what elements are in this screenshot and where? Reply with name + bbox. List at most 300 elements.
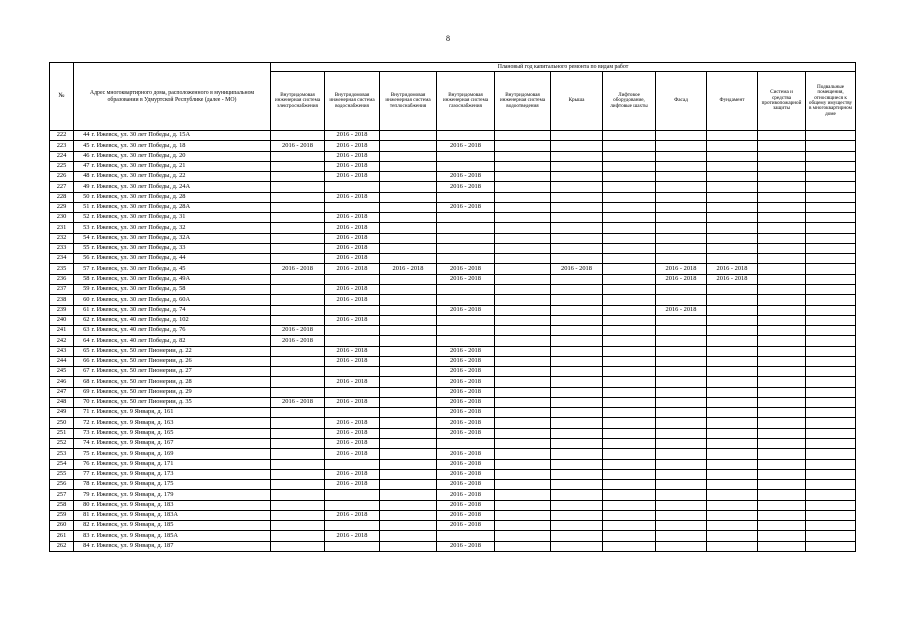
work-year-cell — [707, 418, 758, 428]
work-year-cell — [656, 233, 707, 243]
work-year-cell — [271, 182, 325, 192]
work-year-cell — [707, 202, 758, 212]
work-year-cell — [495, 346, 551, 356]
work-year-cell — [603, 336, 656, 346]
work-year-cell — [380, 161, 437, 171]
work-year-cell — [656, 295, 707, 305]
work-year-cell — [758, 243, 806, 253]
work-year-cell — [707, 336, 758, 346]
mo-row-number: 72 — [74, 418, 91, 428]
row-number: 259 — [50, 510, 74, 520]
work-year-cell — [758, 377, 806, 387]
row-number: 236 — [50, 274, 74, 284]
work-year-cell — [325, 305, 380, 315]
table-row — [50, 336, 856, 346]
row-number: 248 — [50, 397, 74, 407]
work-year-cell — [325, 274, 380, 284]
work-year-cell — [656, 480, 707, 490]
work-year-cell — [656, 510, 707, 520]
work-year-cell — [603, 500, 656, 510]
work-year-cell — [758, 490, 806, 500]
work-year-cell: 2016 - 2018 — [325, 469, 380, 479]
work-year-cell — [437, 223, 495, 233]
work-year-cell — [603, 480, 656, 490]
row-number: 254 — [50, 459, 74, 469]
work-year-cell: 2016 - 2018 — [437, 202, 495, 212]
row-number: 255 — [50, 469, 74, 479]
mo-row-number: 81 — [74, 510, 91, 520]
work-year-cell: 2016 - 2018 — [325, 213, 380, 223]
address-cell: г. Ижевск, ул. 30 лет Победы, д. 18 — [91, 141, 271, 151]
mo-row-number: 56 — [74, 254, 91, 264]
work-year-cell: 2016 - 2018 — [437, 377, 495, 387]
table-row — [50, 326, 856, 336]
mo-row-number: 84 — [74, 541, 91, 551]
work-year-cell — [758, 131, 806, 141]
work-year-cell — [758, 254, 806, 264]
work-year-cell — [495, 151, 551, 161]
work-year-cell — [656, 315, 707, 325]
work-year-cell — [271, 418, 325, 428]
work-year-cell — [271, 377, 325, 387]
work-year-cell — [603, 254, 656, 264]
work-year-cell — [271, 305, 325, 315]
work-year-cell — [603, 315, 656, 325]
work-year-cell: 2016 - 2018 — [325, 172, 380, 182]
column-header-number: № — [50, 63, 74, 131]
work-year-cell: 2016 - 2018 — [437, 480, 495, 490]
work-year-cell: 2016 - 2018 — [325, 264, 380, 274]
mo-row-number: 53 — [74, 223, 91, 233]
work-year-cell — [707, 510, 758, 520]
row-number: 234 — [50, 254, 74, 264]
work-year-cell — [806, 243, 856, 253]
work-year-cell — [325, 326, 380, 336]
work-year-cell — [551, 500, 603, 510]
work-year-cell — [495, 449, 551, 459]
row-number: 262 — [50, 541, 74, 551]
work-year-cell: 2016 - 2018 — [437, 521, 495, 531]
work-year-cell — [271, 490, 325, 500]
row-number: 260 — [50, 521, 74, 531]
address-cell: г. Ижевск, ул. 30 лет Победы, д. 15А — [91, 131, 271, 141]
table-row — [50, 192, 856, 202]
row-number: 230 — [50, 213, 74, 223]
work-year-cell — [758, 326, 806, 336]
work-year-cell — [495, 428, 551, 438]
address-cell: г. Ижевск, ул. 9 Января, д. 185А — [91, 531, 271, 541]
work-year-cell — [806, 377, 856, 387]
mo-row-number: 75 — [74, 449, 91, 459]
work-year-cell — [707, 305, 758, 315]
work-year-cell — [806, 367, 856, 377]
work-year-cell — [707, 428, 758, 438]
work-year-cell: 2016 - 2018 — [325, 131, 380, 141]
mo-row-number: 52 — [74, 213, 91, 223]
work-year-cell — [707, 541, 758, 551]
row-number: 240 — [50, 315, 74, 325]
work-year-cell — [603, 469, 656, 479]
address-cell: г. Ижевск, ул. 9 Января, д. 167 — [91, 438, 271, 448]
work-year-cell — [380, 233, 437, 243]
work-year-cell: 2016 - 2018 — [656, 264, 707, 274]
address-cell: г. Ижевск, ул. 50 лет Пионерии, д. 35 — [91, 397, 271, 407]
mo-row-number: 73 — [74, 428, 91, 438]
row-number: 243 — [50, 346, 74, 356]
work-year-cell — [806, 387, 856, 397]
work-year-cell — [495, 305, 551, 315]
work-year-cell: 2016 - 2018 — [325, 315, 380, 325]
work-year-cell — [758, 510, 806, 520]
work-year-cell — [380, 387, 437, 397]
mo-row-number: 83 — [74, 531, 91, 541]
table-row — [50, 284, 856, 294]
address-cell: г. Ижевск, ул. 40 лет Победы, д. 82 — [91, 336, 271, 346]
work-year-cell: 2016 - 2018 — [437, 428, 495, 438]
work-year-cell — [806, 192, 856, 202]
table-row — [50, 459, 856, 469]
work-year-cell: 2016 - 2018 — [325, 243, 380, 253]
work-year-cell — [707, 315, 758, 325]
work-year-cell — [758, 295, 806, 305]
work-year-cell — [271, 295, 325, 305]
capital-repair-table — [49, 62, 856, 552]
work-year-cell — [551, 223, 603, 233]
work-year-cell — [325, 408, 380, 418]
work-year-cell: 2016 - 2018 — [325, 418, 380, 428]
work-year-cell: 2016 - 2018 — [656, 305, 707, 315]
work-year-cell — [603, 223, 656, 233]
work-year-cell — [380, 326, 437, 336]
work-year-cell — [551, 182, 603, 192]
work-year-cell — [551, 202, 603, 212]
work-year-cell — [707, 161, 758, 171]
work-year-cell — [551, 243, 603, 253]
work-year-cell — [551, 480, 603, 490]
work-year-cell: 2016 - 2018 — [437, 305, 495, 315]
row-number: 250 — [50, 418, 74, 428]
address-cell: г. Ижевск, ул. 9 Января, д. 183А — [91, 510, 271, 520]
table-row — [50, 510, 856, 520]
work-year-cell — [380, 295, 437, 305]
work-year-cell — [758, 223, 806, 233]
mo-row-number: 57 — [74, 264, 91, 274]
work-year-cell: 2016 - 2018 — [271, 326, 325, 336]
work-year-cell — [603, 264, 656, 274]
work-year-cell — [656, 490, 707, 500]
work-year-cell — [437, 531, 495, 541]
mo-row-number: 65 — [74, 346, 91, 356]
address-cell: г. Ижевск, ул. 30 лет Победы, д. 58 — [91, 284, 271, 294]
work-year-cell — [271, 284, 325, 294]
work-year-cell: 2016 - 2018 — [325, 141, 380, 151]
work-year-cell — [758, 346, 806, 356]
work-year-cell: 2016 - 2018 — [437, 500, 495, 510]
work-year-cell — [551, 521, 603, 531]
work-year-cell — [707, 459, 758, 469]
column-header-address: Адрес многоквартирного дома, расположенного в муниципальном образовании в Удмуртской Республике (далее - МО) — [74, 63, 271, 131]
work-year-cell — [656, 438, 707, 448]
work-year-cell: 2016 - 2018 — [707, 264, 758, 274]
work-year-cell — [271, 521, 325, 531]
column-header-water: Внутридомовая инженерная система водоснабжения — [325, 72, 380, 131]
work-year-cell — [603, 438, 656, 448]
column-header-sewage: Внутридомовая инженерная система водоотведения — [495, 72, 551, 131]
work-year-cell — [380, 449, 437, 459]
row-number: 256 — [50, 480, 74, 490]
work-year-cell — [271, 346, 325, 356]
work-year-cell — [656, 408, 707, 418]
work-year-cell — [707, 151, 758, 161]
work-year-cell — [380, 418, 437, 428]
column-header-electric: Внутридомовая инженерная система электроснабжения — [271, 72, 325, 131]
work-year-cell — [707, 367, 758, 377]
work-year-cell — [380, 131, 437, 141]
work-year-cell — [603, 243, 656, 253]
work-year-cell — [551, 346, 603, 356]
mo-row-number: 61 — [74, 305, 91, 315]
work-year-cell — [707, 356, 758, 366]
address-cell: г. Ижевск, ул. 50 лет Пионерии, д. 28 — [91, 377, 271, 387]
work-year-cell — [551, 141, 603, 151]
work-year-cell — [380, 172, 437, 182]
work-year-cell — [495, 233, 551, 243]
work-year-cell — [656, 326, 707, 336]
work-year-cell — [758, 531, 806, 541]
work-year-cell — [806, 284, 856, 294]
mo-row-number: 63 — [74, 326, 91, 336]
work-year-cell — [656, 202, 707, 212]
address-cell: г. Ижевск, ул. 30 лет Победы, д. 44 — [91, 254, 271, 264]
work-year-cell — [603, 213, 656, 223]
work-year-cell — [495, 438, 551, 448]
work-year-cell — [495, 418, 551, 428]
work-year-cell — [380, 397, 437, 407]
work-year-cell — [806, 151, 856, 161]
work-year-cell — [325, 490, 380, 500]
column-header-roof: Крыша — [551, 72, 603, 131]
work-year-cell — [380, 531, 437, 541]
mo-row-number: 46 — [74, 151, 91, 161]
work-year-cell: 2016 - 2018 — [707, 274, 758, 284]
work-year-cell — [271, 233, 325, 243]
column-header-facade: Фасад — [656, 72, 707, 131]
work-year-cell — [325, 541, 380, 551]
work-year-cell — [551, 418, 603, 428]
address-cell: г. Ижевск, ул. 30 лет Победы, д. 22 — [91, 172, 271, 182]
work-year-cell — [437, 336, 495, 346]
address-cell: г. Ижевск, ул. 50 лет Пионерии, д. 27 — [91, 367, 271, 377]
mo-row-number: 59 — [74, 284, 91, 294]
mo-row-number: 51 — [74, 202, 91, 212]
work-year-cell — [656, 500, 707, 510]
table-row — [50, 172, 856, 182]
column-header-planned-year: Плановый год капитального ремонта по видам работ — [271, 63, 856, 72]
work-year-cell: 2016 - 2018 — [325, 161, 380, 171]
row-number: 226 — [50, 172, 74, 182]
work-year-cell: 2016 - 2018 — [656, 274, 707, 284]
work-year-cell — [437, 315, 495, 325]
work-year-cell — [656, 131, 707, 141]
work-year-cell — [325, 500, 380, 510]
work-year-cell — [495, 264, 551, 274]
row-number: 228 — [50, 192, 74, 202]
work-year-cell — [806, 172, 856, 182]
work-year-cell — [271, 131, 325, 141]
work-year-cell — [758, 213, 806, 223]
work-year-cell — [437, 254, 495, 264]
work-year-cell — [380, 192, 437, 202]
work-year-cell — [806, 305, 856, 315]
work-year-cell — [603, 151, 656, 161]
table-row — [50, 305, 856, 315]
work-year-cell — [495, 131, 551, 141]
work-year-cell: 2016 - 2018 — [325, 480, 380, 490]
work-year-cell — [656, 172, 707, 182]
work-year-cell — [551, 469, 603, 479]
work-year-cell — [271, 243, 325, 253]
work-year-cell — [603, 541, 656, 551]
mo-row-number: 71 — [74, 408, 91, 418]
address-cell: г. Ижевск, ул. 30 лет Победы, д. 60А — [91, 295, 271, 305]
address-cell: г. Ижевск, ул. 30 лет Победы, д. 28А — [91, 202, 271, 212]
work-year-cell — [758, 172, 806, 182]
table-row — [50, 367, 856, 377]
work-year-cell — [656, 367, 707, 377]
work-year-cell — [656, 151, 707, 161]
work-year-cell — [707, 408, 758, 418]
work-year-cell — [495, 408, 551, 418]
work-year-cell — [758, 428, 806, 438]
work-year-cell — [758, 305, 806, 315]
work-year-cell: 2016 - 2018 — [325, 151, 380, 161]
row-number: 229 — [50, 202, 74, 212]
work-year-cell — [806, 428, 856, 438]
mo-row-number: 49 — [74, 182, 91, 192]
mo-row-number: 55 — [74, 243, 91, 253]
work-year-cell — [806, 449, 856, 459]
work-year-cell — [806, 459, 856, 469]
row-number: 246 — [50, 377, 74, 387]
work-year-cell — [380, 336, 437, 346]
mo-row-number: 69 — [74, 387, 91, 397]
row-number: 232 — [50, 233, 74, 243]
work-year-cell — [707, 438, 758, 448]
work-year-cell: 2016 - 2018 — [325, 377, 380, 387]
work-year-cell — [271, 213, 325, 223]
address-cell: г. Ижевск, ул. 9 Января, д. 169 — [91, 449, 271, 459]
work-year-cell — [380, 315, 437, 325]
work-year-cell — [495, 387, 551, 397]
work-year-cell — [758, 192, 806, 202]
table-row — [50, 346, 856, 356]
work-year-cell — [271, 459, 325, 469]
work-year-cell — [707, 326, 758, 336]
work-year-cell: 2016 - 2018 — [437, 182, 495, 192]
work-year-cell: 2016 - 2018 — [325, 531, 380, 541]
work-year-cell — [271, 469, 325, 479]
work-year-cell — [656, 449, 707, 459]
work-year-cell — [271, 315, 325, 325]
work-year-cell — [758, 202, 806, 212]
work-year-cell — [325, 336, 380, 346]
work-year-cell: 2016 - 2018 — [271, 336, 325, 346]
work-year-cell — [707, 131, 758, 141]
mo-row-number: 47 — [74, 161, 91, 171]
work-year-cell — [437, 161, 495, 171]
work-year-cell — [437, 213, 495, 223]
work-year-cell — [380, 223, 437, 233]
table-row — [50, 213, 856, 223]
mo-row-number: 79 — [74, 490, 91, 500]
work-year-cell — [656, 541, 707, 551]
work-year-cell — [495, 141, 551, 151]
address-cell: г. Ижевск, ул. 30 лет Победы, д. 33 — [91, 243, 271, 253]
work-year-cell — [758, 541, 806, 551]
work-year-cell — [551, 510, 603, 520]
work-year-cell — [603, 377, 656, 387]
work-year-cell: 2016 - 2018 — [271, 397, 325, 407]
work-year-cell — [656, 141, 707, 151]
work-year-cell — [551, 172, 603, 182]
work-year-cell — [495, 367, 551, 377]
work-year-cell — [806, 182, 856, 192]
work-year-cell: 2016 - 2018 — [437, 469, 495, 479]
table-row — [50, 202, 856, 212]
table-row — [50, 356, 856, 366]
work-year-cell — [707, 387, 758, 397]
address-cell: г. Ижевск, ул. 40 лет Победы, д. 102 — [91, 315, 271, 325]
table-row — [50, 161, 856, 171]
work-year-cell — [806, 510, 856, 520]
work-year-cell — [603, 459, 656, 469]
work-year-cell — [806, 315, 856, 325]
work-year-cell: 2016 - 2018 — [325, 295, 380, 305]
work-year-cell — [551, 131, 603, 141]
work-year-cell — [271, 151, 325, 161]
work-year-cell — [551, 397, 603, 407]
work-year-cell — [271, 223, 325, 233]
work-year-cell — [758, 161, 806, 171]
table-row — [50, 397, 856, 407]
work-year-cell — [707, 295, 758, 305]
work-year-cell — [495, 315, 551, 325]
work-year-cell — [707, 223, 758, 233]
work-year-cell — [551, 387, 603, 397]
table-row — [50, 521, 856, 531]
work-year-cell: 2016 - 2018 — [325, 449, 380, 459]
work-year-cell — [806, 274, 856, 284]
work-year-cell — [380, 346, 437, 356]
work-year-cell — [551, 326, 603, 336]
work-year-cell — [758, 336, 806, 346]
work-year-cell — [380, 469, 437, 479]
table-row — [50, 408, 856, 418]
work-year-cell — [806, 233, 856, 243]
address-cell: г. Ижевск, ул. 9 Января, д. 183 — [91, 500, 271, 510]
work-year-cell — [758, 284, 806, 294]
work-year-cell — [495, 377, 551, 387]
work-year-cell — [271, 202, 325, 212]
work-year-cell — [806, 408, 856, 418]
work-year-cell — [495, 336, 551, 346]
work-year-cell — [603, 161, 656, 171]
work-year-cell — [325, 387, 380, 397]
address-cell: г. Ижевск, ул. 9 Января, д. 173 — [91, 469, 271, 479]
address-cell: г. Ижевск, ул. 30 лет Победы, д. 24А — [91, 182, 271, 192]
work-year-cell — [758, 233, 806, 243]
work-year-cell — [758, 367, 806, 377]
